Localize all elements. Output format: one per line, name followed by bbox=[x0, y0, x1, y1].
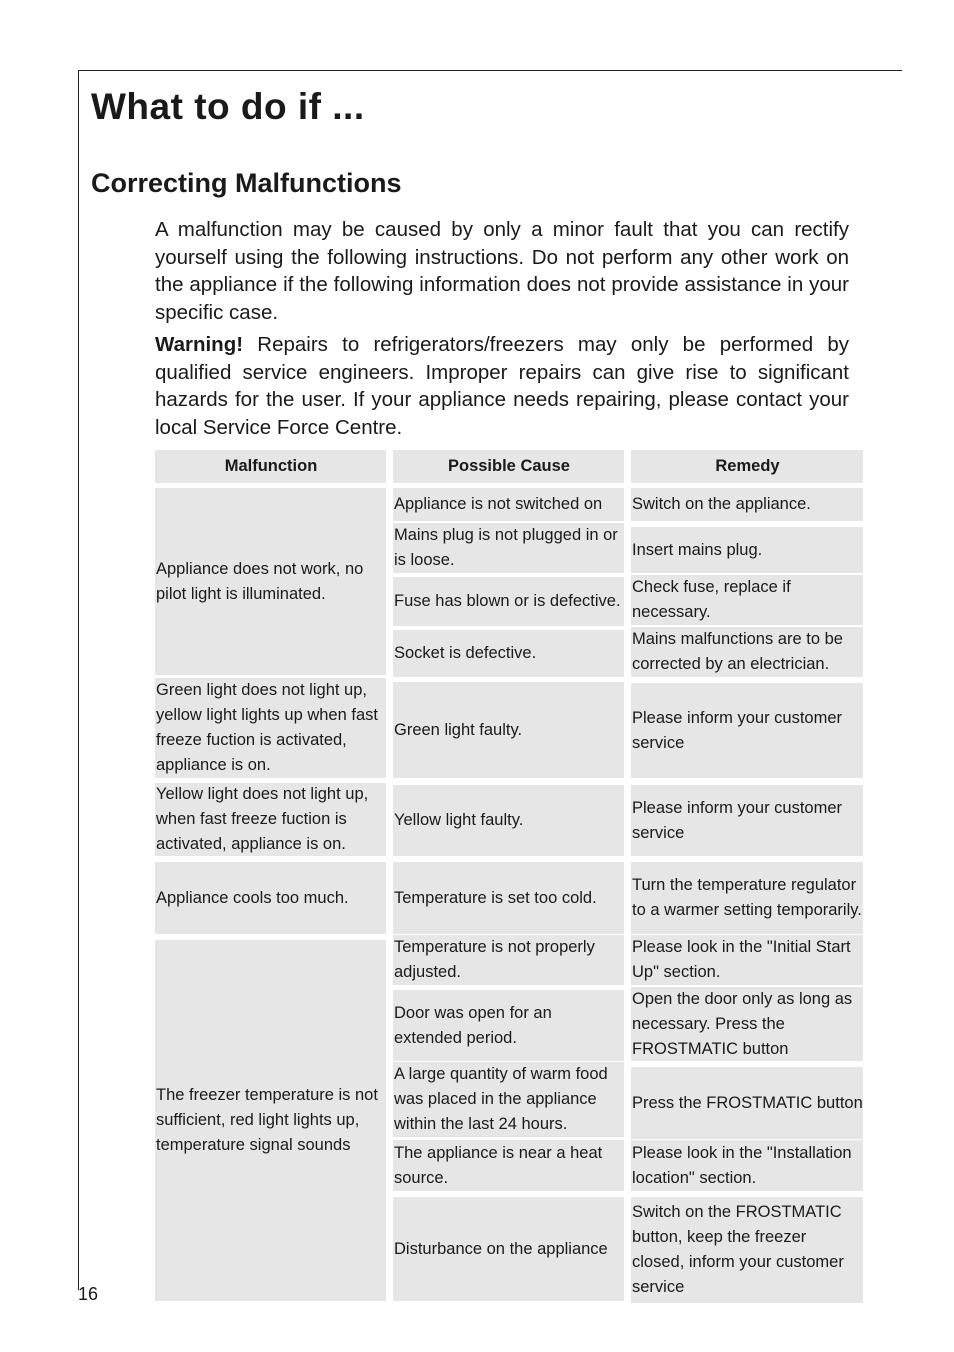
intro-paragraph: A malfunction may be caused by only a minor fault that you can rectify yourself using the following instructions. Do not perform any other work on the appliance if the following information does not provide assistance in your specific case. bbox=[155, 218, 849, 324]
page-number: 16 bbox=[78, 1284, 99, 1304]
remedy-cell: Switch on the appliance. bbox=[631, 488, 863, 521]
cause-cell: Socket is defective. bbox=[393, 630, 624, 677]
remedy-cell: Please inform your customer service bbox=[631, 683, 863, 778]
malfunction-cell: Yellow light does not light up, when fast freeze fuction is activated, appliance is on. bbox=[155, 783, 386, 856]
header-malfunction: Malfunction bbox=[155, 450, 386, 483]
remedy-cell: Please look in the "Installation location" section. bbox=[631, 1140, 863, 1191]
cause-cell: The appliance is near a heat source. bbox=[393, 1140, 624, 1191]
remedy-cell: Please look in the "Initial Start Up" section. bbox=[631, 935, 863, 985]
remedy-cell: Turn the temperature regulator to a warmer setting temporarily. bbox=[631, 862, 863, 934]
remedy-cell: Please inform your customer service bbox=[631, 785, 863, 856]
remedy-cell: Mains malfunctions are to be corrected by an electrician. bbox=[631, 627, 863, 677]
warning-label: Warning! bbox=[155, 333, 244, 356]
cause-cell: Appliance is not switched on bbox=[393, 488, 624, 521]
cause-cell: Green light faulty. bbox=[393, 682, 624, 778]
malfunction-cell: Green light does not light up, yellow light lights up when fast freeze fuction is activated, appliance is on. bbox=[155, 678, 386, 778]
remedy-cell: Open the door only as long as necessary. Press the FROSTMATIC button bbox=[631, 987, 863, 1061]
malfunction-cell: Appliance cools too much. bbox=[155, 862, 386, 934]
warning-text: Repairs to refrigerators/freezers may only be performed by qualified service engineers. Improper repairs can give rise to significant hazards for the user. If your appliance needs repairing, please contact your local Service Force Centre. bbox=[155, 333, 849, 439]
cause-cell: Yellow light faulty. bbox=[393, 785, 624, 856]
cause-cell: Temperature is set too cold. bbox=[393, 862, 624, 934]
section-title: Correcting Malfunctions bbox=[91, 168, 402, 198]
page-title: What to do if ... bbox=[91, 86, 365, 127]
cause-cell: Disturbance on the appliance bbox=[393, 1197, 624, 1301]
warning-paragraph bbox=[155, 331, 849, 441]
cause-cell: Mains plug is not plugged in or is loose. bbox=[393, 523, 624, 573]
header-remedy: Remedy bbox=[631, 450, 863, 483]
remedy-cell: Switch on the FROSTMATIC button, keep the freezer closed, inform your customer service bbox=[631, 1197, 863, 1303]
malfunction-cell: Appliance does not work, no pilot light is illuminated. bbox=[155, 488, 386, 675]
remedy-cell: Check fuse, replace if necessary. bbox=[631, 575, 863, 625]
remedy-cell: Press the FROSTMATIC button bbox=[631, 1067, 863, 1139]
cause-cell: Fuse has blown or is defective. bbox=[393, 577, 624, 626]
remedy-cell: Insert mains plug. bbox=[631, 527, 863, 573]
cause-cell: A large quantity of warm food was placed in the appliance within the last 24 hours. bbox=[393, 1062, 624, 1137]
header-possible-cause: Possible Cause bbox=[393, 450, 624, 483]
malfunction-cell: The freezer temperature is not sufficient, red light lights up, temperature signal sounds bbox=[155, 940, 386, 1301]
cause-cell: Temperature is not properly adjusted. bbox=[393, 935, 624, 985]
cause-cell: Door was open for an extended period. bbox=[393, 990, 624, 1061]
frame-left-rule bbox=[78, 70, 79, 1290]
frame-top-rule bbox=[78, 70, 902, 71]
